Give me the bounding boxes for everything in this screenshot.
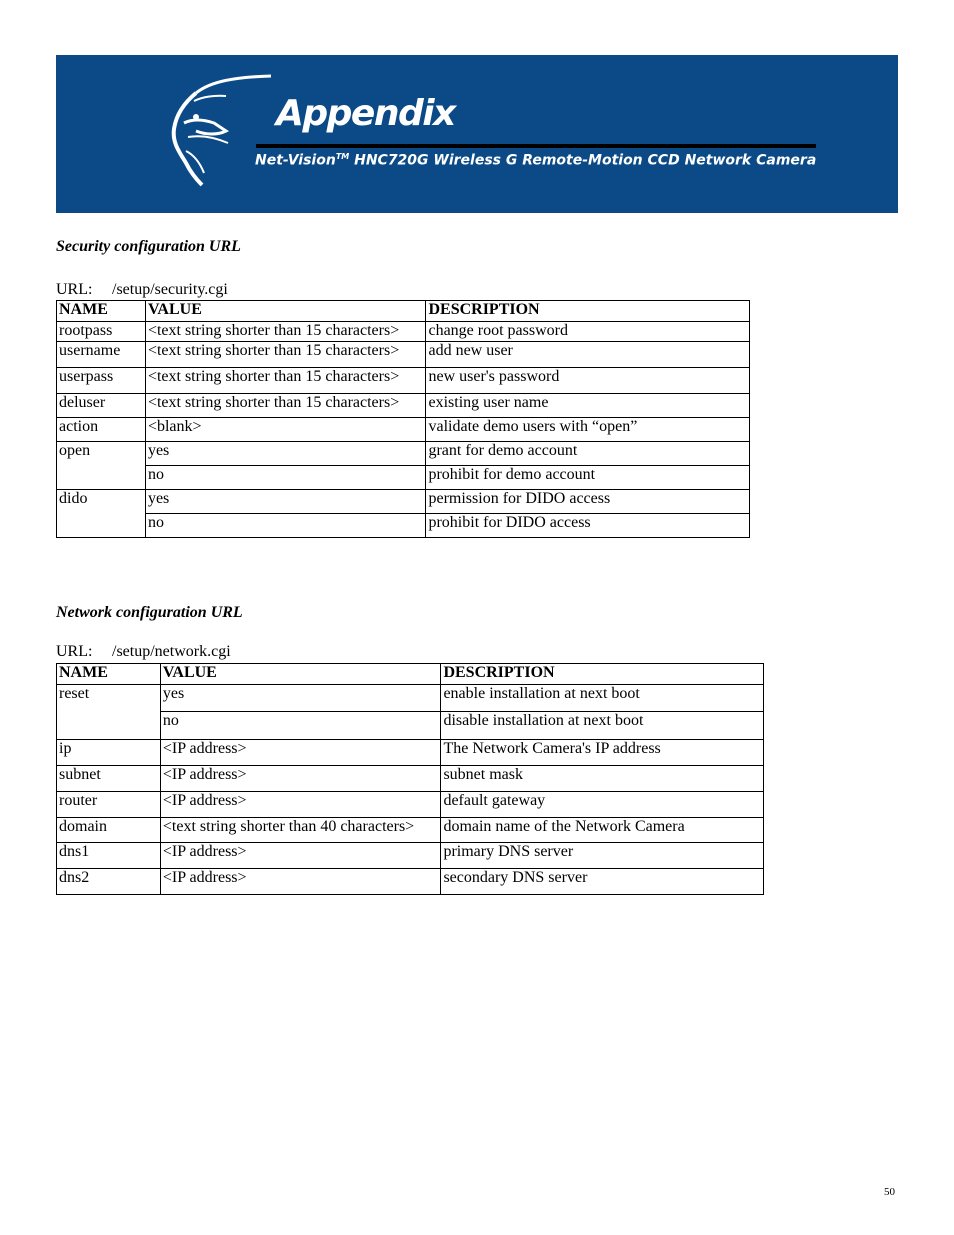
param-description: grant for demo account	[426, 442, 750, 466]
product-name: HNC720G Wireless G Remote-Motion CCD Network Camera	[349, 152, 817, 169]
column-header: DESCRIPTION	[426, 301, 750, 322]
param-name: deluser	[57, 394, 146, 418]
param-name: dns2	[57, 869, 161, 895]
param-name: ip	[57, 740, 161, 766]
param-value: <text string shorter than 15 characters>	[145, 322, 426, 342]
table-row	[57, 490, 750, 514]
table-row	[57, 342, 750, 368]
param-description: primary DNS server	[441, 843, 764, 869]
param-name: userpass	[57, 368, 146, 394]
table-row	[57, 418, 750, 442]
param-name: username	[57, 342, 146, 368]
param-description: existing user name	[426, 394, 750, 418]
table-row	[57, 712, 764, 740]
table-row	[57, 514, 750, 538]
param-description: enable installation at next boot	[441, 685, 764, 712]
table-row	[57, 368, 750, 394]
banner-rule	[256, 144, 816, 148]
table-row	[57, 740, 764, 766]
param-name: domain	[57, 818, 161, 843]
param-name: action	[57, 418, 146, 442]
param-description: prohibit for demo account	[426, 466, 750, 490]
param-value: <text string shorter than 15 characters>	[145, 394, 426, 418]
column-header: NAME	[57, 301, 146, 322]
table-row	[57, 466, 750, 490]
param-name: dns1	[57, 843, 161, 869]
param-value: no	[145, 466, 426, 490]
param-description: disable installation at next boot	[441, 712, 764, 740]
param-description: prohibit for DIDO access	[426, 514, 750, 538]
column-header: VALUE	[145, 301, 426, 322]
table-header-row	[57, 301, 750, 322]
trademark-mark: TM	[335, 152, 350, 161]
column-header: DESCRIPTION	[441, 664, 764, 685]
table-row	[57, 685, 764, 712]
table-header-row	[57, 664, 764, 685]
param-name: reset	[57, 685, 161, 740]
banner-title: Appendix	[276, 93, 455, 134]
param-name: router	[57, 792, 161, 818]
table-row	[57, 322, 750, 342]
network-url-line	[56, 643, 231, 661]
network-table	[56, 663, 764, 895]
param-description: permission for DIDO access	[426, 490, 750, 514]
network-url-label: URL:	[56, 643, 93, 660]
param-value: yes	[145, 490, 426, 514]
param-value: no	[145, 514, 426, 538]
table-row	[57, 869, 764, 895]
table-row	[57, 394, 750, 418]
table-row	[57, 766, 764, 792]
param-description: domain name of the Network Camera	[441, 818, 764, 843]
security-url: /setup/security.cgi	[112, 281, 228, 298]
param-name: rootpass	[57, 322, 146, 342]
network-url: /setup/network.cgi	[112, 643, 231, 660]
security-table	[56, 300, 750, 538]
table-row	[57, 792, 764, 818]
param-value: <IP address>	[160, 843, 441, 869]
appendix-banner	[56, 55, 898, 213]
param-description: new user's password	[426, 368, 750, 394]
param-description: validate demo users with “open”	[426, 418, 750, 442]
security-url-line	[56, 281, 228, 299]
param-value: yes	[160, 685, 441, 712]
param-name: dido	[57, 490, 146, 538]
param-description: secondary DNS server	[441, 869, 764, 895]
param-value: <text string shorter than 15 characters>	[145, 342, 426, 368]
param-description: add new user	[426, 342, 750, 368]
param-description: change root password	[426, 322, 750, 342]
param-description: default gateway	[441, 792, 764, 818]
param-value: <IP address>	[160, 869, 441, 895]
param-description: The Network Camera's IP address	[441, 740, 764, 766]
column-header: VALUE	[160, 664, 441, 685]
param-value: <IP address>	[160, 766, 441, 792]
brand-name: Net-Vision	[255, 152, 336, 169]
table-row	[57, 442, 750, 466]
security-url-label: URL:	[56, 281, 93, 298]
param-description: subnet mask	[441, 766, 764, 792]
param-value: yes	[145, 442, 426, 466]
param-value: no	[160, 712, 441, 740]
page-number: 50	[884, 1186, 895, 1198]
param-value: <blank>	[145, 418, 426, 442]
network-heading: Network configuration URL	[56, 604, 243, 621]
param-name: subnet	[57, 766, 161, 792]
eagle-logo-icon	[166, 73, 276, 193]
param-value: <text string shorter than 40 characters>	[160, 818, 441, 843]
param-value: <text string shorter than 15 characters>	[145, 368, 426, 394]
banner-subtitle	[255, 152, 816, 169]
table-row	[57, 843, 764, 869]
security-heading: Security configuration URL	[56, 238, 241, 255]
param-name: open	[57, 442, 146, 490]
table-row	[57, 818, 764, 843]
param-value: <IP address>	[160, 740, 441, 766]
column-header: NAME	[57, 664, 161, 685]
param-value: <IP address>	[160, 792, 441, 818]
